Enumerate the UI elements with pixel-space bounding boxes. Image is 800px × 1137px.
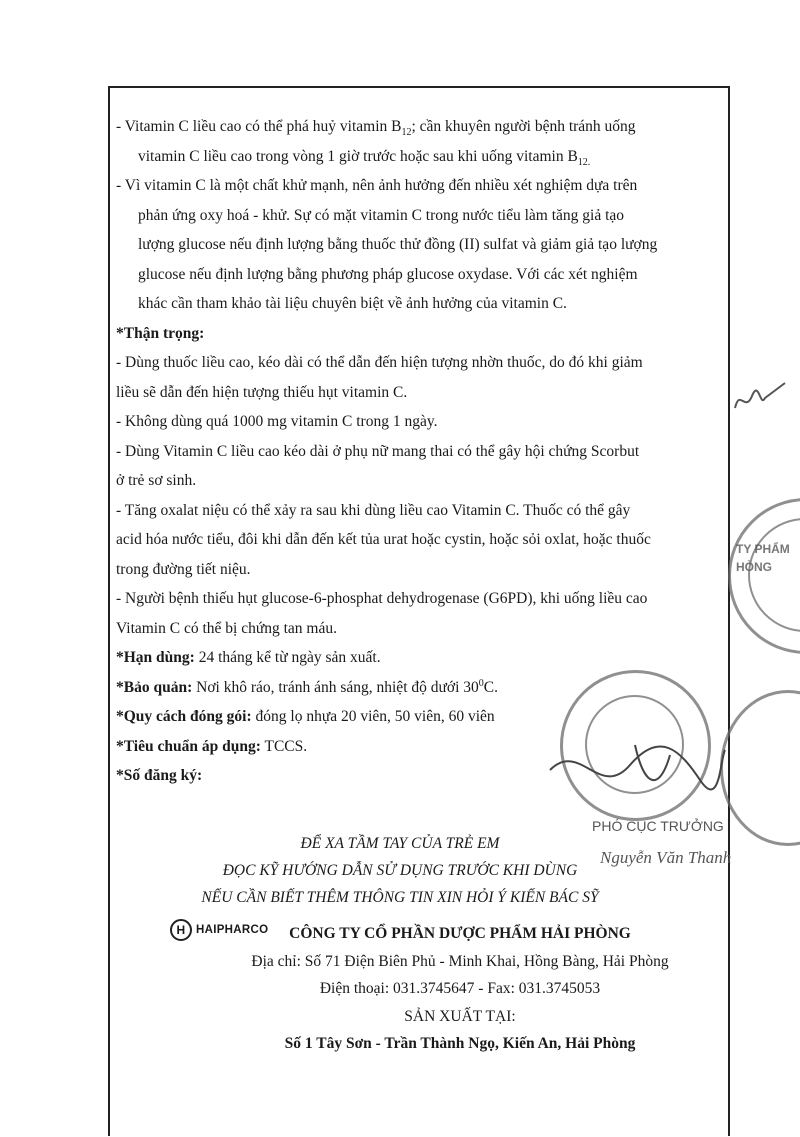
shelf-life-value: 24 tháng kể từ ngày sản xuất.	[194, 649, 381, 666]
registration-label: *Số đăng ký:	[116, 767, 203, 784]
packing-label: *Quy cách đóng gói:	[116, 708, 252, 725]
warning-block	[0, 830, 800, 911]
text-line: phản ứng oxy hoá - khử. Sự có mặt vitamin C trong nước tiểu làm tăng giả tạo	[138, 206, 625, 224]
made-at-label: SẢN XUẤT TẠI:	[404, 1007, 516, 1025]
signer-title: PHÓ CỤC TRƯỞNG	[592, 818, 724, 834]
text-line: glucose nếu định lượng bằng phương pháp glucose oxydase. Với các xét nghiệm	[138, 265, 638, 283]
text-line: - Không dùng quá 1000 mg vitamin C trong 1 ngày.	[116, 413, 438, 430]
subscript: 12.	[577, 156, 591, 168]
text-line: - Dùng Vitamin C liều cao kéo dài ở phụ nữ mang thai có thể gây hội chứng Scorbut	[116, 442, 640, 460]
subscript: 12	[401, 127, 412, 139]
text-line: vitamin C liều cao trong vòng 1 giờ trước hoặc sau khi uống vitamin B	[138, 147, 578, 165]
shelf-life-label: *Hạn dùng:	[116, 649, 195, 666]
warning-line: ĐỌC KỸ HƯỚNG DẪN SỬ DỤNG TRƯỚC KHI DÙNG	[222, 862, 578, 879]
text-line: lượng glucose nếu định lượng bằng thuốc thử đồng (II) sulfat và giảm giả tạo lượng	[138, 236, 658, 253]
initials-icon	[730, 378, 790, 418]
paragraph-b12	[116, 112, 722, 142]
signer-name: Nguyễn Văn Thanh	[600, 848, 732, 867]
text-line: - Dùng thuốc liều cao, kéo dài có thể dẫn đến hiện tượng nhờn thuốc, do đó khi giảm	[116, 354, 643, 371]
side-stamp	[720, 690, 800, 846]
text-line: - Vitamin C liều cao có thể phá huỷ vitamin B	[116, 118, 402, 135]
stamp-text: TY PHẨM HÒNG	[736, 542, 790, 574]
logo-icon: H	[170, 919, 192, 941]
signature-icon	[540, 730, 730, 810]
text-line: - Tăng oxalat niệu có thể xảy ra sau khi dùng liều cao Vitamin C. Thuốc có thể gây	[116, 501, 631, 519]
caution-heading: *Thận trọng:	[116, 324, 205, 342]
warning-line: ĐỂ XA TẦM TAY CỦA TRẺ EM	[300, 835, 500, 852]
standard-label: *Tiêu chuẩn áp dụng:	[116, 737, 261, 755]
shelf-life	[116, 643, 722, 673]
company-phone: Điện thoại: 031.3745647 - Fax: 031.3745053	[319, 980, 601, 997]
text-line: liều sẽ dẫn đến hiện tượng thiếu hụt vitamin C.	[116, 383, 408, 401]
text-line: - Vì vitamin C là một chất khử mạnh, nên ảnh hưởng đến nhiều xét nghiệm dựa trên	[116, 177, 638, 194]
storage-value: Nơi khô ráo, tránh ánh sáng, nhiệt độ dưới 30	[192, 678, 479, 696]
text-line: trong đường tiết niệu.	[116, 560, 251, 578]
text-line: ; cần khuyên người bệnh tránh uống	[411, 118, 636, 135]
company-block	[0, 920, 800, 1058]
packing-value: đóng lọ nhựa 20 viên, 50 viên, 60 viên	[251, 708, 495, 725]
paragraph-b12-cont	[116, 142, 722, 172]
warning-line: NẾU CẦN BIẾT THÊM THÔNG TIN XIN HỎI Ý KIẾN BÁC SỸ	[201, 889, 599, 906]
text-line: - Người bệnh thiếu hụt glucose-6-phosphat dehydrogenase (G6PD), khi uống liều cao	[116, 590, 648, 607]
company-name: CÔNG TY CỔ PHẦN DƯỢC PHẨM HẢI PHÒNG	[289, 925, 631, 942]
made-at-address: Số 1 Tây Sơn - Trần Thành Ngọ, Kiến An, Hải Phòng	[284, 1035, 636, 1052]
text-line: ở trẻ sơ sinh.	[116, 472, 197, 489]
storage-label: *Bảo quản:	[116, 678, 193, 696]
text-line: khác cần tham khảo tài liệu chuyên biệt về ảnh hưởng của vitamin C.	[138, 295, 567, 312]
text-line: Vitamin C có thể bị chứng tan máu.	[116, 619, 337, 637]
text-line: acid hóa nước tiểu, đôi khi dẫn đến kết tủa urat hoặc cystin, hoặc sỏi oxlat, hoặc thuốc	[116, 531, 651, 548]
standard-value: TCCS.	[260, 737, 308, 755]
storage-unit: C.	[483, 678, 498, 696]
company-address: Địa chỉ: Số 71 Điện Biên Phủ - Minh Khai, Hồng Bàng, Hải Phòng	[251, 952, 669, 970]
degree-sup: 0	[478, 677, 484, 689]
logo-text: HAIPHARCO	[196, 924, 269, 936]
